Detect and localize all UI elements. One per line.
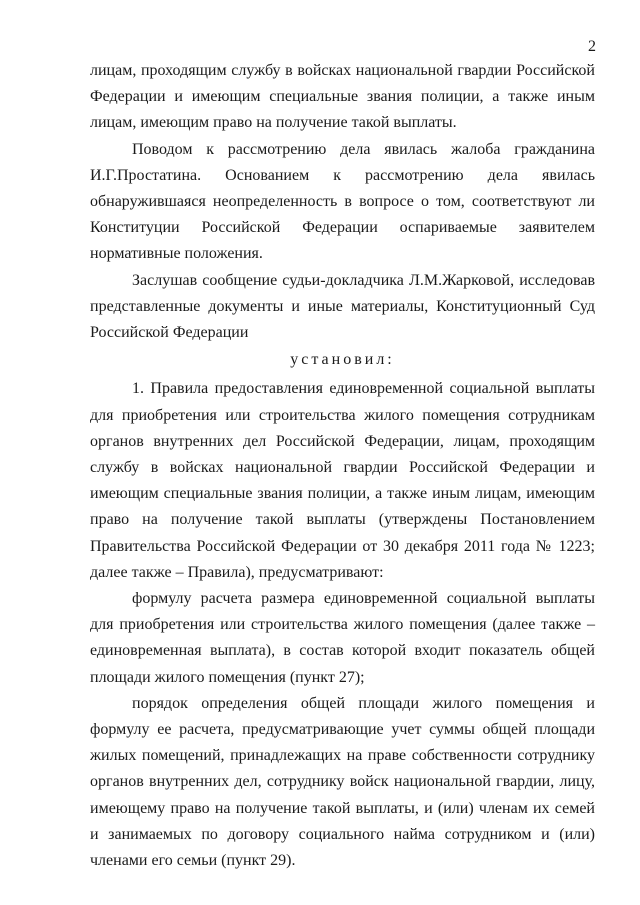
paragraph-grounds: Поводом к рассмотрению дела явилась жалоба гражданина И.Г.Простатина. Основанием к рассмотрению дела явилась обнаружившаяся неопределенность в вопросе о том, соответствуют ли Конституции Российской Федерации оспариваемые заявителем нормативные положения.	[90, 140, 595, 263]
paragraph-hearing: Заслушав сообщение судьи-докладчика Л.М.Жарковой, исследовав представленные документы и иные материалы, Конституционный Суд Российской Федерации	[90, 271, 595, 342]
section-heading: установил:	[290, 351, 395, 369]
document-body	[90, 58, 595, 874]
paragraph-continuation: лицам, проходящим службу в войсках национальной гвардии Российской Федерации и имеющим специальные звания полиции, а также иным лицам, имеющим право на получение такой выплаты.	[90, 62, 595, 132]
paragraph-formula: формулу расчета размера единовременной социальной выплаты для приобретения или строительства жилого помещения (далее также – единовременная выплата), в состав которой входит показатель общей площади жилого помещения (пункт 27);	[90, 590, 595, 686]
paragraph-procedure: порядок определения общей площади жилого помещения и формулу ее расчета, предусматривающие учет суммы общей площади жилых помещений, принадлежащих на праве собственности сотруднику органов внутренних дел, сотруднику войск национальной гвардии, лицу, имеющему право на получение такой выплаты, и (или) членам их семей и занимаемых по договору социального найма сотрудником и (или) членами его семьи (пункт 29).	[90, 694, 595, 870]
paragraph-rules: 1. Правила предоставления единовременной социальной выплаты для приобретения или строительства жилого помещения сотрудникам органов внутренних дел Российской Федерации, лицам, проходящим службу в войсках национальной гвардии Российской Федерации и имеющим специальные звания полиции, а также иным лицам, имеющим право на получение такой выплаты (утверждены Постановлением Правительства Российской Федерации от 30 декабря 2011 года № 1223; далее также – Правила), предусматривают:	[90, 380, 595, 581]
page-number: 2	[588, 38, 596, 55]
